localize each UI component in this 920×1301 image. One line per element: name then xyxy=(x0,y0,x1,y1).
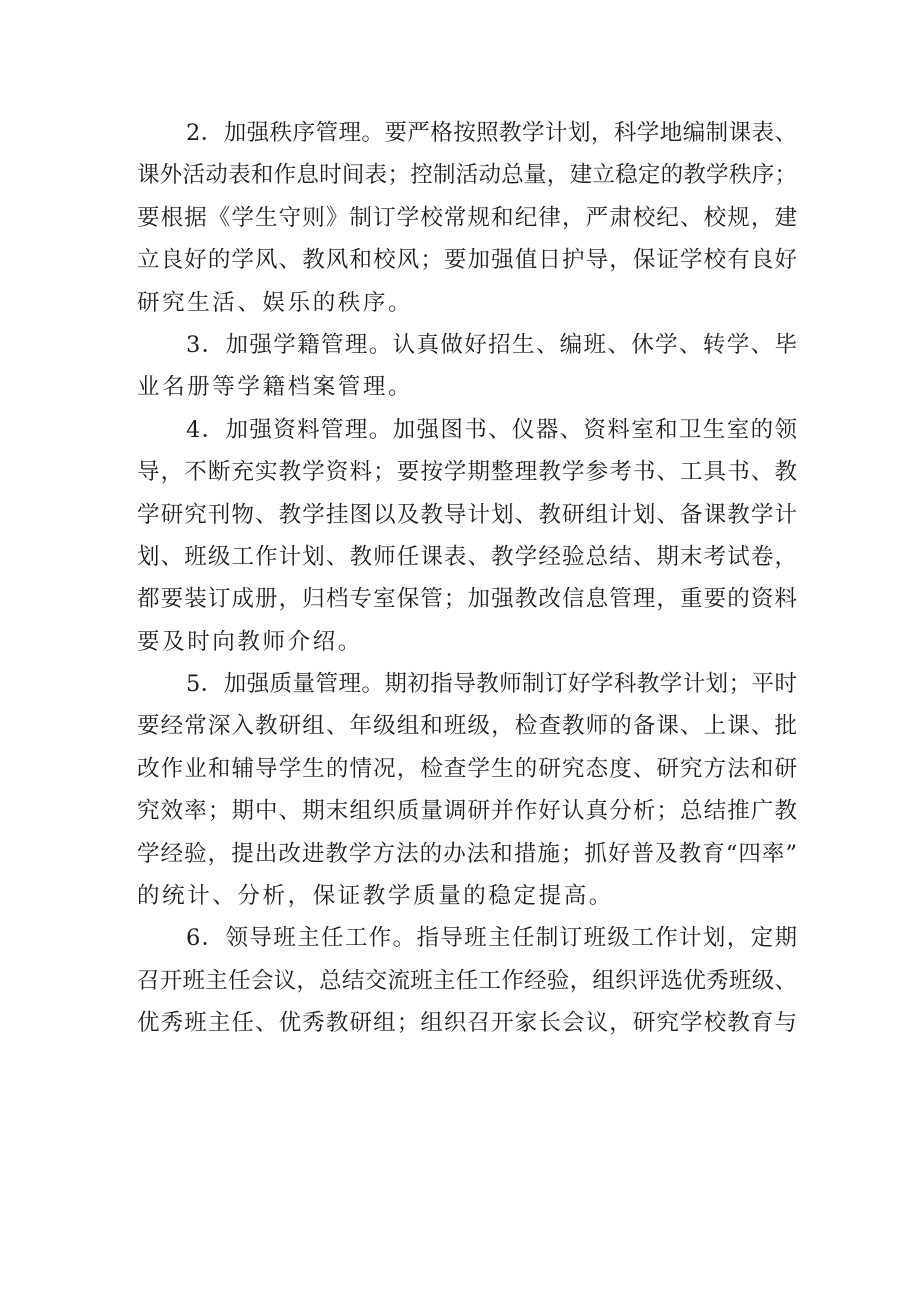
paragraph-5-line-1: 5．加强质量管理。期初指导教师制订好学科教学计划；平时 xyxy=(186,671,797,698)
paragraph-2-line-4: 立良好的学风、教风和校风；要加强值日护导，保证学校有良好 xyxy=(137,247,797,274)
paragraph-2-line-2: 课外活动表和作息时间表；控制活动总量，建立稳定的教学秩序； xyxy=(137,162,797,189)
paragraph-6-line-3: 优秀班主任、优秀教研组；组织召开家长会议，研究学校教育与 xyxy=(137,1010,797,1037)
paragraph-4-line-5: 都要装订成册，归档专室保管；加强教改信息管理，重要的资料 xyxy=(137,586,797,613)
paragraph-4-line-3: 学研究刊物、教学挂图以及教导计划、教研组计划、备课教学计 xyxy=(137,501,797,528)
paragraph-4-line-4: 划、班级工作计划、教师任课表、教学经验总结、期末考试卷， xyxy=(137,543,797,570)
paragraph-2-line-1: 2．加强秩序管理。要严格按照教学计划，科学地编制课表、 xyxy=(186,120,797,146)
paragraph-2-line-3: 要根据《学生守则》制订学校常规和纪律，严肃校纪、校规，建 xyxy=(137,204,797,231)
paragraph-6-line-1: 6．领导班主任工作。指导班主任制订班级工作计划，定期 xyxy=(186,925,797,952)
paragraph-5-line-5: 学经验，提出改进教学方法的办法和措施；抓好普及教育“四率” xyxy=(137,840,797,867)
paragraph-2-line-5: 研究生活、娱乐的秩序。 xyxy=(137,289,414,316)
paragraph-4-line-2: 导，不断充实教学资料；要按学期整理教学参考书、工具书、教 xyxy=(137,459,797,486)
paragraph-5-line-3: 改作业和辅导学生的情况，检查学生的研究态度、研究方法和研 xyxy=(137,755,797,782)
paragraph-5-line-2: 要经常深入教研组、年级组和班级，检查教师的备课、上课、批 xyxy=(137,713,797,740)
paragraph-5-line-6: 的统计、分析，保证教学质量的稳定提高。 xyxy=(137,883,614,910)
paragraph-3-line-1: 3．加强学籍管理。认真做好招生、编班、休学、转学、毕 xyxy=(186,331,797,358)
paragraph-6-line-2: 召开班主任会议，总结交流班主任工作经验，组织评选优秀班级、 xyxy=(137,967,797,994)
paragraph-4-line-6: 要及时向教师介绍。 xyxy=(137,628,363,655)
paragraph-4-line-1: 4．加强资料管理。加强图书、仪器、资料室和卫生室的领 xyxy=(186,416,797,443)
paragraph-3-line-2: 业名册等学籍档案管理。 xyxy=(137,374,414,401)
paragraph-5-line-4: 究效率；期中、期末组织质量调研并作好认真分析；总结推广教 xyxy=(137,798,797,825)
document-body xyxy=(137,112,797,1045)
